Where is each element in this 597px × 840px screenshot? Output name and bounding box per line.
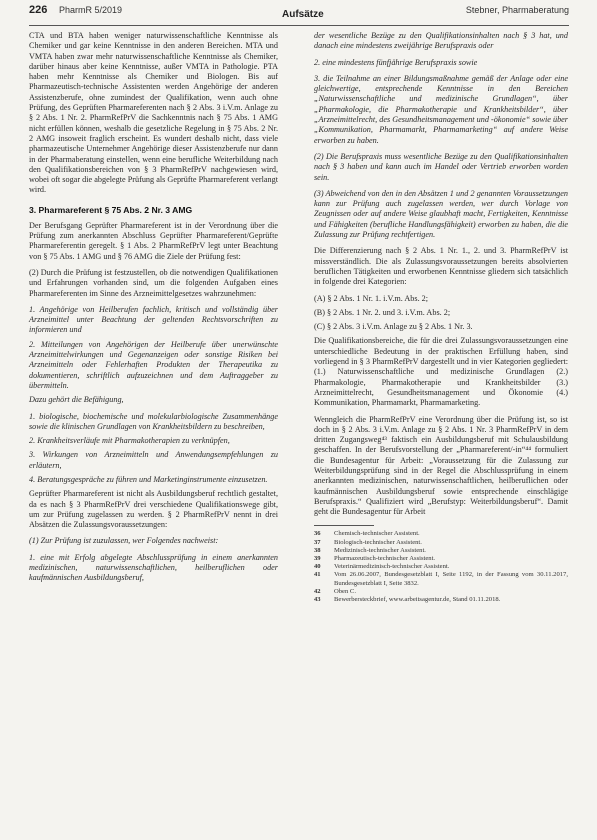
- paragraph: Die Qualifikationsbereiche, die für die drei Zulassungsvoraussetzungen eine unterschiedliche Bedeutung in der praktischen Erfüllung haben, sind vorliegend in § 3 PharmRefPrV dargestellt und in vier Kategorien gegliedert: (1.) Naturwissenschaftliche und medizinische Grundlagen (2.) Pharmakologie, Pharmakotherapie und Krankheitsbilder (3.) Arzneimittelrecht, Gesundheitsmanagement und Ökonomie (4.) Kommunikation, Pharmamarkt, Pharmamarketing.: [314, 336, 568, 408]
- list-item: 2. Krankheitsverläufe mit Pharmakotherapien zu verknüpfen,: [29, 436, 230, 446]
- ability-list: [29, 412, 278, 486]
- quote-paragraph: (2) Durch die Prüfung ist festzustellen, ob die notwendigen Qualifikationen und Erfahrungen vorhanden sind, um die folgenden Aufgaben eines Pharmareferenten im Sinne des Arzneimittelgesetzes wahrzunehmen:: [29, 267, 278, 298]
- quote-paragraph: 3. die Teilnahme an einer Bildungsmaßnahme gemäß der Anlage oder eine gleichwertige, entsprechende Kenntnisse in den Bereichen „Naturwissenschaftliche und medizinische Grundlagen“, über „Pharmakologie, die Pharmakotherapie und Krankheitsbilder“, über „Arzneimittelrecht, des Gesundheitsmanagement und -ökonomie“ sowie über „Kommunikation, Pharmamarkt, Pharmamarketing“ auf andere Weise erworben zu haben.: [314, 73, 568, 145]
- list-item: 1. biologische, biochemische und molekularbiologische Zusammenhänge sowie die klinischen Grundlagen von Krankheitsbildern zu beschreiben,: [29, 411, 278, 431]
- list-item: 3. Wirkungen von Arzneimitteln und Anwendungsempfehlungen zu erläutern,: [29, 450, 278, 470]
- footnote-number: 39: [314, 555, 321, 563]
- left-column: [29, 31, 278, 590]
- list-item: (B) § 2 Abs. 1 Nr. 2. und 3. i.V.m. Abs. 2;: [314, 307, 451, 317]
- footnote: [314, 530, 568, 538]
- footnote: [314, 596, 568, 604]
- quote-paragraph: (3) Abweichend von den in den Absätzen 1 und 2 genannten Voraussetzungen kann zur Prüfung auch zugelassen werden, wer durch Vorlage von Zeugnissen oder auf andere Weise glaubhaft macht, Fertigkeiten, Kenntnisse und Fähigkeiten (berufliche Handlungsfähigkeit) erworben zu haben, die die Zulassung zur Prüfung rechtfertigen.: [314, 188, 568, 240]
- footnote-number: 38: [314, 546, 321, 554]
- footnote-text: Oben C.: [334, 587, 356, 595]
- paragraph: Der Berufsgang Geprüfter Pharmareferent ist in der Verordnung über die Prüfung zum anerkannten Abschluss Geprüfter Pharmareferent/Geprüfte Pharmareferentin geregelt. § 1 Abs. 2 PharmRefPrV legt unter Beachtung von § 75 Abs. 1 AMG und § 76 AMG die Ziele der Prüfung fest:: [29, 220, 278, 261]
- section-heading: 3. Pharmareferent § 75 Abs. 2 Nr. 3 AMG: [29, 204, 193, 215]
- quote-paragraph: 1. eine mit Erfolg abgelegte Abschlussprüfung in einem anerkannten medizinischen, naturwissenschaftlichen, heilberuflichen oder kaufmännischen Ausbildungsberuf,: [29, 552, 278, 583]
- footnote-number: 43: [314, 596, 321, 604]
- footnote-number: 37: [314, 538, 321, 546]
- author-line: Stebner, Pharmaberatung: [465, 5, 569, 15]
- footnote-number: 40: [314, 563, 321, 571]
- footnote-text: Veterinärmedizinisch-technischer Assistent.: [334, 563, 450, 571]
- footnote-text: Biologisch-technischer Assistent.: [334, 538, 422, 546]
- footnote: [314, 539, 568, 547]
- category-list: [314, 294, 568, 333]
- footnote: [314, 588, 568, 596]
- list-item: 2. Mitteilungen von Angehörigen der Heilberufe über unerwünschte Arzneimittelwirkungen und Gegenanzeigen oder sonstige Risiken bei Arzneimitteln oder Fehlerhaften Produkten der Therapeutika zu dokumentieren, schriftlich aufzuzeichnen und dem Auftraggeber zu übermitteln.: [29, 339, 278, 390]
- footnote: [314, 547, 568, 555]
- footnote: [314, 563, 568, 571]
- footnote: [314, 571, 568, 587]
- footnote-rule: [314, 525, 374, 526]
- right-column: [314, 31, 568, 604]
- footnote-number: 41: [314, 571, 321, 579]
- footnote-text: Chemisch-technischer Assistent.: [334, 530, 420, 538]
- paragraph: Die Differenzierung nach § 2 Abs. 1 Nr. 1., 2. und 3. PharmRefPrV ist missverständlich. Die als Zulassungsvoraussetzungen bereits absolvierten beruflichen Tätigkeiten und erworbenen Kenntnisse gliedern sich tatsächlich in folgende drei Kategorien:: [314, 246, 568, 287]
- paragraph: Geprüfter Pharmareferent ist nicht als Ausbildungsberuf rechtlich gestaltet, da es nach § 3 PharmRefPrV drei verschiedene Qualifikationswege gibt, um zur Prüfung zugelassen zu werden. § 2 PharmRefPrV nennt in drei Absätzen die Zulassungsvoraussetzungen:: [29, 489, 278, 530]
- quote-paragraph: 2. eine mindestens fünfjährige Berufspraxis sowie: [314, 57, 478, 67]
- paragraph: CTA und BTA haben weniger naturwissenschaftliche Kenntnisse als Chemiker und gar keine Kenntnisse in den anderen Bereichen. MTA und VMTA haben zwar mehr naturwissenschaftliche Kenntnisse als Chemiker, darüber hinaus aber keine Kenntnisse, außer VMTA in Pathologie. PTA haben mehr Kenntnisse als Chemiker und Biologen. Bis auf Pharmazeutisch-technische Assistenten werden Angehörige der anderen Assistenzberufe, ohne zumindest der Qualifikation, wenn auch ohne Prüfung, des Geprüften Pharmareferenten nach § 2 Abs. 3 i.V.m. Anlage zu § 2 Abs. 1 Nr. 2. PharmRefPrV die Sachkenntnis nach § 75 Abs. 1 AMG nicht erfüllen können, weshalb die gesetzliche Regelung in § 75 Abs. 2 Nr. 2 AMG insoweit fraglich erscheint. Es wundert deshalb nicht, dass viele pharmazeutische Unternehmer Angehörige dieser Assistenzberufe nur dann in der Pharmaberatung einstellen, wenn eine berufliche Weiterbildung nach den Qualifikationsbereichen von § 3 PharmRefPrV nachgewiesen wird, wobei oft sogar die abgelegte Prüfung als Geprüfte Pharmareferent verlangt wird.: [29, 31, 278, 195]
- footnotes: [314, 530, 568, 604]
- list-item: (A) § 2 Abs. 1 Nr. 1. i.V.m. Abs. 2;: [314, 293, 429, 303]
- quote-paragraph: der wesentliche Bezüge zu den Qualifikationsinhalten nach § 3 hat, und danach eine mindestens zweijährige Berufspraxis oder: [314, 31, 568, 51]
- page-number: 226: [29, 4, 48, 16]
- paragraph: Dazu gehört die Befähigung,: [29, 395, 124, 405]
- quote-paragraph: (1) Zur Prüfung ist zuzulassen, wer Folgendes nachweist:: [29, 536, 219, 546]
- footnote-number: 36: [314, 530, 321, 538]
- list-item: 4. Beratungsgespräche zu führen und Marketinginstrumente einzusetzen.: [29, 474, 268, 484]
- goal-list: [29, 305, 278, 391]
- footnote-text: Medizinisch-technischer Assistent.: [334, 546, 426, 554]
- quote-paragraph: (2) Die Berufspraxis muss wesentliche Bezüge zu den Qualifikationsinhalten nach § 3 haben und kann auch im Handel oder Vertrieb erworben worden sein.: [314, 151, 568, 182]
- section-title: Aufsätze: [282, 9, 324, 20]
- list-item: (C) § 2 Abs. 3 i.V.m. Anlage zu § 2 Abs. 1 Nr. 3.: [314, 322, 473, 332]
- footnote-number: 42: [314, 587, 321, 595]
- footnote-text: Pharmazeutisch-technischer Assistent.: [334, 555, 436, 563]
- paragraph: Wenngleich die PharmRefPrV eine Verordnung über die Prüfung ist, so ist doch in § 2 Abs. 3 i.V.m. Anlage zu § 2 Abs. 1 Nr. 3 PharmRefPrV in dem dritten Zugangsweg⁴³ faktisch ein Ausbildungsberuf mit Schulausbildung geschaffen. In der Berufsvorstellung der „Pharmareferent/-in“⁴⁴ formuliert die Bundesagentur für Arbeit: „Voraussetzung für die Zulassung zur Weiterbildungsprüfung sind in der Regel die Abschlussprüfung in einem anerkannten medizinischen, naturwissenschaftlichen, heilberuflichen oder kaufmännischen Ausbildungsberuf sowie entsprechende einschlägige Berufspraxis.“ Qualifiziert wird „Berufstyp: Weiterbildungsberuf“. Damit geht die Bundesagentur für Arbeit: [314, 414, 568, 517]
- header-rule: [29, 25, 569, 26]
- page-header: [0, 0, 597, 24]
- footnote-text: Vom 26.06.2007, Bundesgesetzblatt I, Seite 1192, in der Fassung vom 30.11.2017, Bundesgesetzblatt I, Seite 3832.: [334, 571, 568, 587]
- journal-name: PharmR 5/2019: [59, 5, 123, 15]
- list-item: 1. Angehörige von Heilberufen fachlich, kritisch und vollständig über Arzneimittel unter Beachtung der geltenden Rechtsvorschriften zu informieren und: [29, 304, 278, 335]
- footnote: [314, 555, 568, 563]
- footnote-text: Bewerbersteckbrief, www.arbeitsagentur.de, Stand 01.11.2018.: [334, 596, 501, 604]
